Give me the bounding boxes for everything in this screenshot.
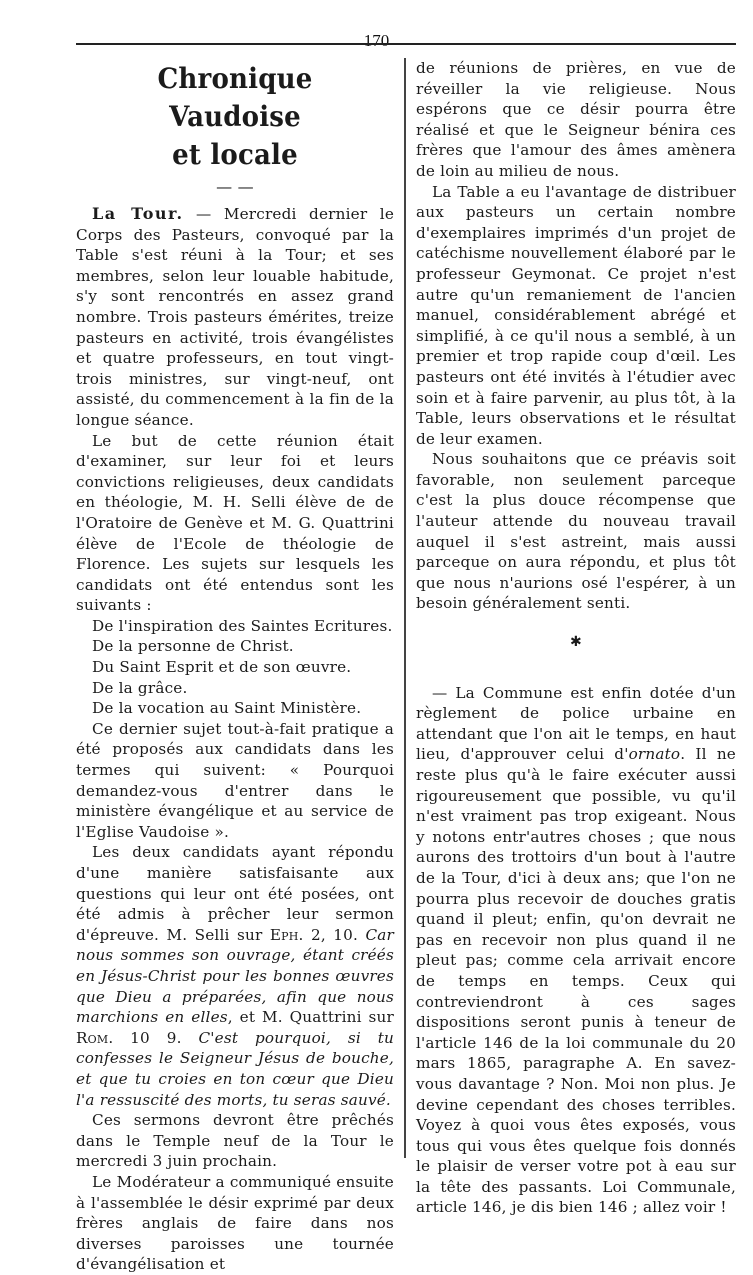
right-column bbox=[416, 58, 736, 1218]
list-item: De la vocation au Saint Ministère. bbox=[92, 699, 362, 718]
title-line-1: Chronique Vaudoise bbox=[157, 62, 313, 133]
column-divider bbox=[404, 58, 406, 1158]
paragraph-text: — Mercredi dernier le Corps des Pasteurs, convoqué par la Table s'est réuni à la Tour; et ses membres, selon leur louable habitude, s'y sont rencontrés en assez grand nombre. Trois pasteurs émérites, treize pasteurs en activité, trois évangélistes et quatre professeurs, en tout vingt-trois ministres, sur vingt-neuf, ont assisté, du commencement à la fin de la longue séance. bbox=[76, 205, 395, 429]
paragraph-text: — La Commune est enfin dotée d'un règlement de police urbaine en attendant que l'on ait le temps, en haut lieu, d'approuver celui d' bbox=[416, 683, 736, 764]
paragraph: Le Modérateur a communiqué ensuite à l'assemblée le désir exprimé par deux frères anglais de faire dans nos diverses paroisses une tournée d'évangélisation et bbox=[76, 1172, 394, 1274]
paragraph: Le but de cette réunion était d'examiner, sur leur foi et leurs convictions religieuses, deux candidats en théologie, M. H. Selli élève de de l'Oratoire de Genève et M. G. Quattrini élève de l'Ecole de théologie de Florence. Les sujets sur lesquels les candidats ont été entendus sont les suivants : bbox=[76, 431, 394, 615]
left-column bbox=[76, 58, 394, 1275]
paragraph bbox=[76, 204, 394, 431]
scripture-quote: Car nous sommes son ouvrage, étant créés en Jésus-Christ pour les bonnes œuvres que Dieu a préparées, afin que nous marchions en elles bbox=[76, 925, 394, 1027]
header-rule bbox=[76, 43, 736, 45]
list-item: De la grâce. bbox=[92, 678, 188, 697]
list-item: Du Saint Esprit et de son œuvre. bbox=[92, 658, 352, 677]
section-separator: ✱ bbox=[570, 634, 582, 651]
paragraph-text: Les deux candidats ayant répondu d'une manière satisfaisante aux questions qui leur ont été posées, ont été admis à prêcher leur sermon d'épreuve. M. Selli sur bbox=[76, 843, 394, 944]
section-heading: La Tour. bbox=[92, 204, 184, 223]
article-body-left bbox=[76, 204, 394, 1275]
page-number: 170 bbox=[363, 31, 390, 50]
list-item: De la personne de Christ. bbox=[92, 637, 294, 656]
paragraph-text: , et M. Quattrini sur bbox=[227, 1008, 394, 1027]
paragraph: La Table a eu l'avantage de distribuer aux pasteurs un certain nombre d'exemplaires imprimés d'un projet de catéchisme nouvellement élaboré par le professeur Geymonat. Ce projet n'est autre qu'un remaniement de l'ancien manuel, considérablement abrégé et simplifié, à ce qu'il nous a semblé, à un premier et trop rapide coup d'œil. Les pasteurs ont été invités à l'étudier avec soin et à faire parvenir, au plus tôt, à la Table, leurs observations et le résultat de leur examen. bbox=[416, 182, 736, 448]
paragraph-text: . Il ne reste plus qu'à le faire exécuter aussi rigoureusement que possible, vu qu'il n'est vraiment pas trop exigeant. Nous y notons entr'autres choses ; que nous aurons des trottoirs d'un bout à l'autre de la Tour, d'ici à deux ans; que l'on ne pourra plus recevoir de douches gratis quand il pleut; enfin, qu'on devrait ne pas en recevoir non plus quand il ne pleut pas; comme cela arrivait encore de temps en temps. Ceux qui contreviendront à ces sages dispositions seront punis à teneur de l'article 146 de la loi communale du 20 mars 1865, paragraphe A. En savez-vous davantage ? Non. Moi non plus. Je devine cependant des choses terribles. Voyez à quoi vous êtes exposés, vous tous qui vous êtes quelque fois donnés le plaisir de verser votre pot à eau sur la tête des passants. Loi Communale, article 146, je dis bien 146 ; allez voir ! bbox=[416, 745, 736, 1217]
paragraph: Nous souhaitons que ce préavis soit favorable, non seulement parceque c'est la plus douce récompense que l'auteur attende du nouveau travail auquel il s'est astreint, mais aussi parceque on aura répondu, et plus tôt que nous n'aurions osé l'espérer, à un besoin généralement senti. bbox=[416, 450, 736, 613]
title-rule: — — bbox=[216, 177, 254, 196]
paragraph bbox=[76, 842, 394, 1110]
paragraph: de réunions de prières, en vue de réveiller la vie religieuse. Nous espérons que ce désir pourra être réalisé et que le Seigneur bénira ces frères que l'amour des âmes amènera de loin au milieu de nous. bbox=[416, 59, 736, 180]
paragraph: Ce dernier sujet tout-à-fait pratique a été proposés aux candidats dans les termes qui suivent: « Pourquoi demandez-vous d'entrer dans le ministère évangélique et au service de l'Eglise Vaudoise ». bbox=[76, 719, 394, 841]
article-title bbox=[87, 60, 383, 174]
italic-term: ornato bbox=[628, 745, 681, 764]
paragraph: Ces sermons devront être prêchés dans le Temple neuf de la Tour le mercredi 3 juin prochain. bbox=[76, 1111, 394, 1171]
paragraph bbox=[416, 683, 736, 1218]
list-item: De l'inspiration des Saintes Ecritures. bbox=[92, 616, 393, 635]
scripture-reference: Eph. 2, 10. bbox=[269, 925, 359, 944]
topics-list bbox=[76, 616, 394, 719]
scripture-quote: C'est pourquoi, si tu confesses le Seigneur Jésus de bouche, et que tu croies en ton cœur que Dieu l'a ressuscité des morts, tu seras sauvé. bbox=[76, 1028, 394, 1109]
title-line-2: et locale bbox=[172, 138, 298, 171]
scripture-reference: Rom. 10 9. bbox=[76, 1028, 182, 1047]
article-body-right bbox=[416, 58, 736, 1218]
